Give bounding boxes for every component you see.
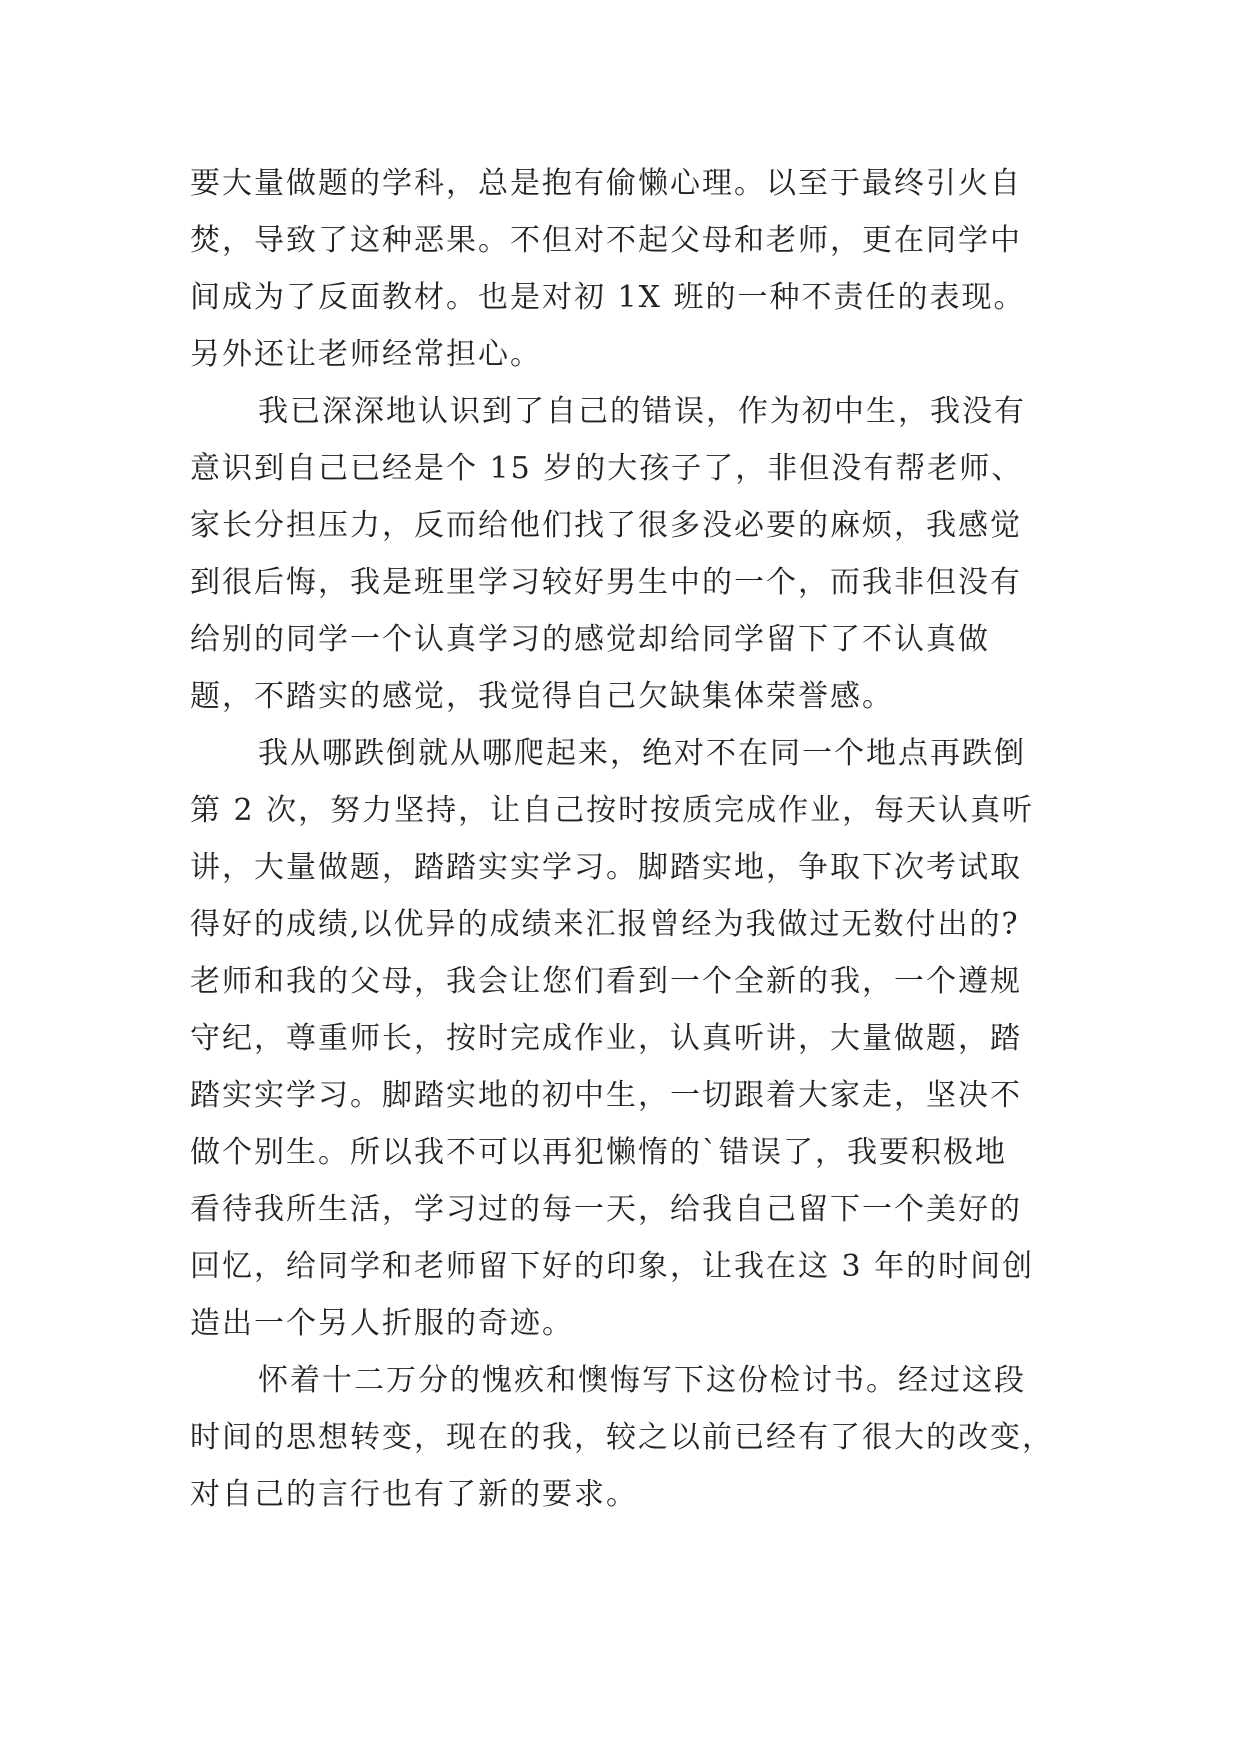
document-body (190, 155, 1070, 1523)
text-line: 题，不踏实的感觉，我觉得自己欠缺集体荣誉感。 (190, 679, 894, 714)
text-line: 给别的同学一个认真学习的感觉却给同学留下了不认真做 (190, 622, 990, 657)
text-line: 得好的成绩,以优异的成绩来汇报曾经为我做过无数付出的? (190, 907, 1020, 942)
text-line: 我从哪跌倒就从哪爬起来，绝对不在同一个地点再跌倒 (258, 736, 1026, 771)
text-line: 到很后悔，我是班里学习较好男生中的一个，而我非但没有 (190, 565, 1022, 600)
text-line: 我已深深地认识到了自己的错误，作为初中生，我没有 (258, 394, 1026, 429)
text-line: 怀着十二万分的愧疚和懊悔写下这份检讨书。经过这段 (258, 1363, 1026, 1398)
text-line: 时间的思想转变，现在的我，较之以前已经有了很大的改变， (190, 1420, 1054, 1455)
text-line: 踏实实学习。脚踏实地的初中生，一切跟着大家走，坚决不 (190, 1078, 1022, 1113)
text-line: 第 2 次，努力坚持，让自己按时按质完成作业，每天认真听 (190, 793, 1035, 828)
text-line: 意识到自己已经是个 15 岁的大孩子了，非但没有帮老师、 (190, 451, 1024, 486)
text-line: 看待我所生活，学习过的每一天，给我自己留下一个美好的 (190, 1192, 1022, 1227)
text-line: 做个别生。所以我不可以再犯懒惰的`错误了，我要积极地 (190, 1135, 1007, 1170)
text-line: 另外还让老师经常担心。 (190, 337, 542, 372)
text-line: 焚，导致了这种恶果。不但对不起父母和老师，更在同学中 (190, 223, 1022, 258)
text-line: 造出一个另人折服的奇迹。 (190, 1306, 574, 1341)
text-line: 讲，大量做题，踏踏实实学习。脚踏实地，争取下次考试取 (190, 850, 1022, 885)
text-line: 老师和我的父母，我会让您们看到一个全新的我，一个遵规 (190, 964, 1022, 999)
paragraph-3 (190, 725, 1070, 1352)
paragraph-4 (190, 1352, 1070, 1523)
text-line: 间成为了反面教材。也是对初 1X 班的一种不责任的表现。 (190, 280, 1026, 315)
text-line: 守纪，尊重师长，按时完成作业，认真听讲，大量做题，踏 (190, 1021, 1022, 1056)
text-line: 回忆，给同学和老师留下好的印象，让我在这 3 年的时间创 (190, 1249, 1035, 1284)
text-line: 要大量做题的学科，总是抱有偷懒心理。以至于最终引火自 (190, 166, 1022, 201)
text-line: 家长分担压力，反而给他们找了很多没必要的麻烦，我感觉 (190, 508, 1022, 543)
text-line: 对自己的言行也有了新的要求。 (190, 1477, 638, 1512)
paragraph-2 (190, 383, 1070, 725)
paragraph-1 (190, 155, 1070, 383)
